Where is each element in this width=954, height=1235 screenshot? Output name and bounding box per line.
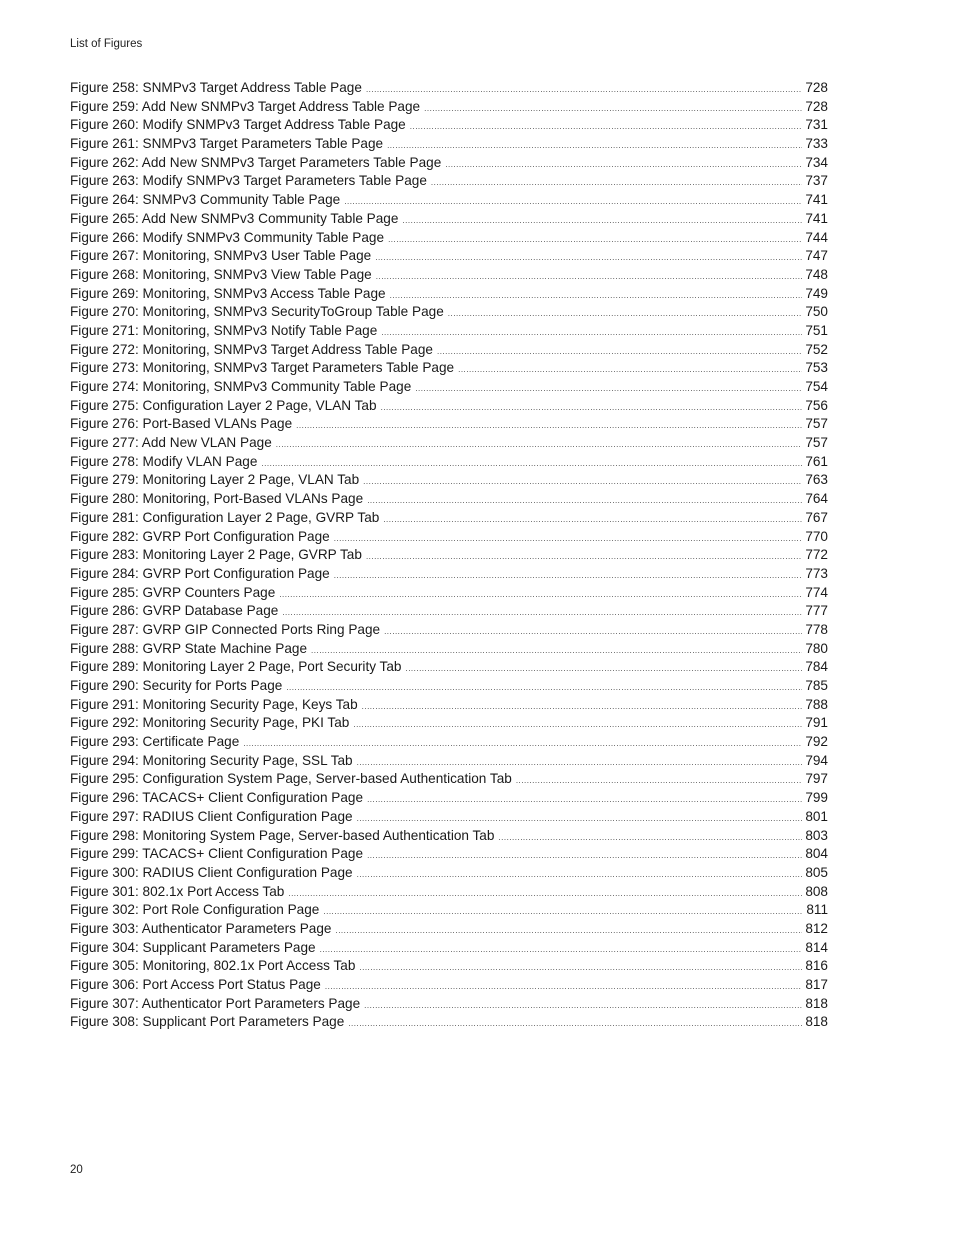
figure-page-number: 799 <box>805 790 828 806</box>
figure-title: Figure 276: Port-Based VLANs Page <box>70 416 293 432</box>
list-item[interactable] <box>70 322 828 341</box>
dot-leader <box>335 922 802 939</box>
dot-leader <box>376 268 803 285</box>
figure-page-number: 764 <box>805 491 828 507</box>
figure-title: Figure 305: Monitoring, 802.1x Port Access Tab <box>70 958 356 974</box>
list-item[interactable] <box>70 528 828 547</box>
dot-leader <box>405 660 802 677</box>
figure-page-number: 773 <box>805 565 828 581</box>
figure-page-number: 816 <box>805 958 828 974</box>
list-item[interactable] <box>70 696 828 715</box>
dot-leader <box>296 417 802 434</box>
figure-title: Figure 278: Modify VLAN Page <box>70 453 258 469</box>
list-item[interactable] <box>70 154 828 173</box>
dot-leader <box>286 679 802 696</box>
figure-page-number: 778 <box>805 621 828 637</box>
dot-leader <box>357 866 803 883</box>
list-item[interactable] <box>70 79 828 98</box>
list-item[interactable] <box>70 341 828 360</box>
dot-leader <box>402 212 802 229</box>
figure-title: Figure 282: GVRP Port Configuration Page <box>70 528 330 544</box>
figure-title: Figure 272: Monitoring, SNMPv3 Target Address Table Page <box>70 341 433 357</box>
figure-page-number: 817 <box>805 977 828 992</box>
figure-page-number: 794 <box>805 752 828 768</box>
dot-leader <box>366 81 802 98</box>
figure-page-number: 797 <box>805 771 828 787</box>
figure-title: Figure 303: Authenticator Parameters Page <box>70 920 332 936</box>
figure-page-number: 772 <box>805 547 828 563</box>
figure-page-number: 757 <box>805 435 828 451</box>
dot-leader <box>458 361 802 378</box>
figure-title: Figure 294: Monitoring Security Page, SSL Tab <box>70 752 353 768</box>
figure-title: Figure 288: GVRP State Machine Page <box>70 640 308 656</box>
figure-page-number: 818 <box>805 995 828 1011</box>
dot-leader <box>445 156 802 173</box>
dot-leader <box>381 324 802 341</box>
figure-title: Figure 265: Add New SNMPv3 Community Table Page <box>70 210 399 226</box>
figure-page-number: 761 <box>805 453 828 469</box>
figure-page-number: 791 <box>805 715 828 731</box>
figure-page-number: 777 <box>805 603 828 619</box>
dot-leader <box>288 885 802 902</box>
figure-page-number: 728 <box>805 98 828 114</box>
figure-title: Figure 268: Monitoring, SNMPv3 View Table Page <box>70 266 372 282</box>
dot-leader <box>364 997 802 1014</box>
list-item[interactable] <box>70 135 828 154</box>
figure-title: Figure 263: Modify SNMPv3 Target Parameters Table Page <box>70 173 427 189</box>
dot-leader <box>363 473 802 490</box>
list-item[interactable] <box>70 98 828 117</box>
list-item[interactable] <box>70 266 828 285</box>
list-item[interactable] <box>70 453 828 472</box>
figure-title: Figure 289: Monitoring Layer 2 Page, Port Security Tab <box>70 659 402 675</box>
dot-leader <box>415 380 802 397</box>
list-item[interactable] <box>70 677 828 696</box>
list-item[interactable] <box>70 172 828 191</box>
figure-title: Figure 297: RADIUS Client Configuration Page <box>70 808 353 824</box>
figure-title: Figure 301: 802.1x Port Access Tab <box>70 883 285 899</box>
dot-leader <box>366 548 802 565</box>
figure-title: Figure 284: GVRP Port Configuration Page <box>70 565 330 581</box>
figure-title: Figure 273: Monitoring, SNMPv3 Target Parameters Table Page <box>70 360 455 376</box>
figure-page-number: 756 <box>805 397 828 413</box>
figure-page-number: 748 <box>805 266 828 282</box>
dot-leader <box>334 567 803 584</box>
dot-leader <box>367 847 802 864</box>
figure-page-number: 814 <box>805 939 828 955</box>
dot-leader <box>261 455 802 472</box>
dot-leader <box>311 642 802 659</box>
list-item[interactable] <box>70 509 828 528</box>
dot-leader <box>357 754 803 771</box>
figure-page-number: 801 <box>805 808 828 824</box>
list-item[interactable] <box>70 378 828 397</box>
list-item[interactable] <box>70 621 828 640</box>
dot-leader <box>498 829 802 846</box>
list-item[interactable] <box>70 920 828 939</box>
list-item[interactable] <box>70 471 828 490</box>
list-item[interactable] <box>70 1013 828 1032</box>
figure-page-number: 728 <box>805 80 828 95</box>
figure-title: Figure 275: Configuration Layer 2 Page, VLAN Tab <box>70 397 377 413</box>
dot-leader <box>367 492 802 509</box>
figure-page-number: 812 <box>805 920 828 936</box>
list-item[interactable] <box>70 976 828 995</box>
figure-title: Figure 267: Monitoring, SNMPv3 User Table Page <box>70 248 372 264</box>
list-item[interactable] <box>70 565 828 584</box>
figure-page-number: 737 <box>805 173 828 189</box>
dot-leader <box>276 436 803 453</box>
dot-leader <box>344 193 802 210</box>
figure-page-number: 734 <box>805 154 828 170</box>
list-item[interactable] <box>70 714 828 733</box>
figure-page-number: 805 <box>805 864 828 880</box>
list-item[interactable] <box>70 229 828 248</box>
dot-leader <box>424 100 802 117</box>
figure-title: Figure 262: Add New SNMPv3 Target Parameters Table Page <box>70 154 442 170</box>
dot-leader <box>320 941 803 958</box>
figure-title: Figure 264: SNMPv3 Community Table Page <box>70 192 341 208</box>
dot-leader <box>375 249 802 266</box>
figure-page-number: 804 <box>805 846 828 862</box>
list-item[interactable] <box>70 808 828 827</box>
list-of-figures <box>70 79 828 1032</box>
dot-leader <box>381 399 803 416</box>
figure-title: Figure 280: Monitoring, Port-Based VLANs Page <box>70 491 364 507</box>
dot-leader <box>282 604 802 621</box>
figure-page-number: 803 <box>805 827 828 843</box>
figure-page-number: 744 <box>805 229 828 245</box>
list-item[interactable] <box>70 770 828 789</box>
figure-title: Figure 281: Configuration Layer 2 Page, GVRP Tab <box>70 509 380 525</box>
figure-title: Figure 291: Monitoring Security Page, Keys Tab <box>70 696 358 712</box>
dot-leader <box>387 137 802 154</box>
figure-page-number: 767 <box>805 509 828 525</box>
list-item[interactable] <box>70 995 828 1014</box>
figure-page-number: 731 <box>805 117 828 133</box>
figure-page-number: 780 <box>805 640 828 656</box>
list-item[interactable] <box>70 864 828 883</box>
dot-leader <box>353 716 802 733</box>
list-item[interactable] <box>70 602 828 621</box>
dot-leader <box>431 174 802 191</box>
list-item[interactable] <box>70 733 828 752</box>
figure-page-number: 784 <box>805 659 828 675</box>
figure-page-number: 747 <box>805 248 828 264</box>
figure-page-number: 741 <box>805 210 828 226</box>
figure-title: Figure 277: Add New VLAN Page <box>70 435 272 451</box>
figure-page-number: 770 <box>805 528 828 544</box>
dot-leader <box>390 287 803 304</box>
figure-title: Figure 304: Supplicant Parameters Page <box>70 939 316 955</box>
figure-page-number: 811 <box>806 902 828 918</box>
list-item[interactable] <box>70 546 828 565</box>
dot-leader <box>388 231 802 248</box>
dot-leader <box>437 343 802 360</box>
figure-title: Figure 290: Security for Ports Page <box>70 678 283 693</box>
dot-leader <box>357 810 803 827</box>
figure-title: Figure 260: Modify SNMPv3 Target Address Table Page <box>70 117 406 133</box>
list-item[interactable] <box>70 901 828 920</box>
list-item[interactable] <box>70 434 828 453</box>
figure-title: Figure 285: GVRP Counters Page <box>70 584 276 600</box>
figure-page-number: 763 <box>805 472 828 488</box>
dot-leader <box>348 1015 802 1032</box>
figure-page-number: 733 <box>805 136 828 152</box>
list-item[interactable] <box>70 845 828 864</box>
figure-title: Figure 296: TACACS+ Client Configuration Page <box>70 790 364 806</box>
dot-leader <box>410 118 803 135</box>
figure-page-number: 750 <box>805 304 828 320</box>
figure-title: Figure 274: Monitoring, SNMPv3 Community Table Page <box>70 379 412 394</box>
dot-leader <box>384 623 802 640</box>
figure-page-number: 785 <box>805 678 828 693</box>
figure-page-number: 741 <box>805 192 828 208</box>
figure-title: Figure 293: Certificate Page <box>70 734 240 750</box>
list-item[interactable] <box>70 789 828 808</box>
page-number: 20 <box>70 1164 83 1176</box>
dot-leader <box>367 791 802 808</box>
list-item[interactable] <box>70 397 828 416</box>
list-item[interactable] <box>70 490 828 509</box>
dot-leader <box>448 305 803 322</box>
list-item[interactable] <box>70 285 828 304</box>
running-header: List of Figures <box>70 38 143 50</box>
figure-page-number: 792 <box>805 734 828 750</box>
dot-leader <box>362 698 803 715</box>
figure-title: Figure 271: Monitoring, SNMPv3 Notify Table Page <box>70 322 378 338</box>
dot-leader <box>279 586 802 603</box>
figure-title: Figure 258: SNMPv3 Target Address Table Page <box>70 80 362 95</box>
figure-page-number: 757 <box>805 416 828 432</box>
dot-leader <box>325 978 802 995</box>
list-item[interactable] <box>70 415 828 434</box>
figure-title: Figure 266: Modify SNMPv3 Community Table Page <box>70 229 385 245</box>
figure-page-number: 818 <box>805 1014 828 1030</box>
figure-title: Figure 286: GVRP Database Page <box>70 603 279 619</box>
figure-page-number: 749 <box>805 285 828 301</box>
list-item[interactable] <box>70 584 828 603</box>
list-item[interactable] <box>70 957 828 976</box>
figure-title: Figure 292: Monitoring Security Page, PKI Tab <box>70 715 350 731</box>
list-item[interactable] <box>70 658 828 677</box>
figure-title: Figure 287: GVRP GIP Connected Ports Ring Page <box>70 621 381 637</box>
dot-leader <box>243 735 802 752</box>
figure-title: Figure 259: Add New SNMPv3 Target Address Table Page <box>70 98 421 114</box>
figure-title: Figure 269: Monitoring, SNMPv3 Access Table Page <box>70 285 386 301</box>
list-item[interactable] <box>70 247 828 266</box>
figure-page-number: 774 <box>805 584 828 600</box>
list-item[interactable] <box>70 640 828 659</box>
figure-title: Figure 308: Supplicant Port Parameters Page <box>70 1014 345 1030</box>
figure-page-number: 751 <box>805 322 828 338</box>
figure-page-number: 808 <box>805 883 828 899</box>
figure-title: Figure 300: RADIUS Client Configuration Page <box>70 864 353 880</box>
list-item[interactable] <box>70 883 828 902</box>
figure-page-number: 788 <box>805 696 828 712</box>
list-item[interactable] <box>70 303 828 322</box>
figure-title: Figure 298: Monitoring System Page, Server-based Authentication Tab <box>70 827 495 843</box>
figure-title: Figure 283: Monitoring Layer 2 Page, GVRP Tab <box>70 547 362 563</box>
figure-page-number: 754 <box>805 379 828 394</box>
figure-page-number: 753 <box>805 360 828 376</box>
figure-title: Figure 306: Port Access Port Status Page <box>70 977 321 992</box>
list-item[interactable] <box>70 939 828 958</box>
figure-title: Figure 295: Configuration System Page, Server-based Authentication Tab <box>70 771 512 787</box>
figure-title: Figure 307: Authenticator Port Parameters Page <box>70 995 361 1011</box>
list-item[interactable] <box>70 116 828 135</box>
figure-title: Figure 279: Monitoring Layer 2 Page, VLAN Tab <box>70 472 360 488</box>
list-item[interactable] <box>70 752 828 771</box>
list-item[interactable] <box>70 359 828 378</box>
dot-leader <box>323 903 803 920</box>
list-item[interactable] <box>70 210 828 229</box>
dot-leader <box>516 772 803 789</box>
list-item[interactable] <box>70 191 828 210</box>
figure-title: Figure 270: Monitoring, SNMPv3 SecurityToGroup Table Page <box>70 304 444 320</box>
figure-title: Figure 261: SNMPv3 Target Parameters Table Page <box>70 136 384 152</box>
list-item[interactable] <box>70 827 828 846</box>
figure-title: Figure 299: TACACS+ Client Configuration Page <box>70 846 364 862</box>
dot-leader <box>359 959 802 976</box>
dot-leader <box>334 530 803 547</box>
figure-page-number: 752 <box>805 341 828 357</box>
dot-leader <box>383 511 802 528</box>
figure-title: Figure 302: Port Role Configuration Page <box>70 902 320 918</box>
